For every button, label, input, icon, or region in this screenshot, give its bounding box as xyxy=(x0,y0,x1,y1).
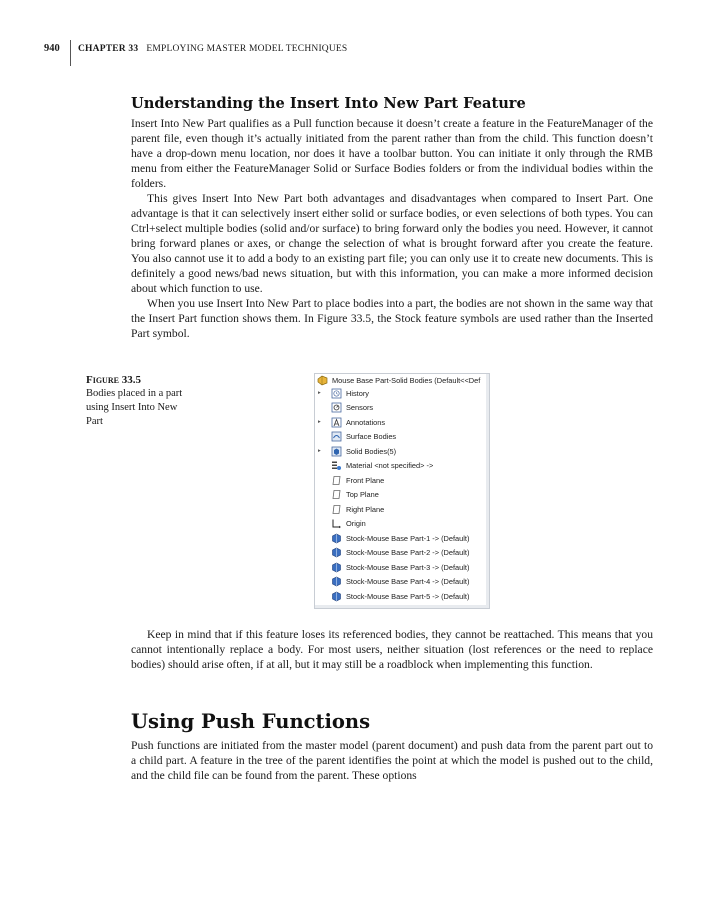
tree-root[interactable] xyxy=(315,374,489,386)
stock-icon xyxy=(331,591,342,602)
header-divider xyxy=(70,40,71,66)
tree-items xyxy=(315,386,489,604)
tree-item-label: Stock-Mouse Base Part-3 -> (Default) xyxy=(346,562,470,572)
tree-item-label: Right Plane xyxy=(346,504,385,514)
tree-item-label: Sensors xyxy=(346,403,374,413)
tree-item[interactable] xyxy=(315,502,489,517)
material-icon xyxy=(331,460,342,471)
stock-icon xyxy=(331,562,342,573)
tree-item-label: Solid Bodies(5) xyxy=(346,446,397,456)
tree-item-label: Surface Bodies xyxy=(346,432,397,442)
section-insert-into-new-part xyxy=(131,95,653,341)
tree-item[interactable] xyxy=(315,386,489,401)
annotations-icon xyxy=(331,417,342,428)
chapter-title: EMPLOYING MASTER MODEL TECHNIQUES xyxy=(146,44,348,54)
plane-icon xyxy=(331,504,342,515)
body-paragraph: Keep in mind that if this feature loses its referenced bodies, they cannot be reattached. This means that you cannot intentionally replace a body. For most users, neither situation (lost references or the need to replace bodies) should arise often, if at all, but it may still be a roadblock when implementing this function. xyxy=(131,628,653,671)
solid-bodies-icon xyxy=(331,446,342,457)
tree-item[interactable] xyxy=(315,415,489,430)
running-header xyxy=(44,40,347,66)
stock-icon xyxy=(331,547,342,558)
body-paragraph: Insert Into New Part qualifies as a Pull function because it doesn’t create a feature in the FeatureManager of the parent file, even though it’s actually initiated from the parent rather than from the child. This function doesn’t have a drop-down menu location, nor does it have a toolbar button. You can initiate it only through the RMB menu from either the FeatureManager Solid or Surface Bodies folders or from the individual bodies within the folders. xyxy=(131,117,653,190)
tree-item[interactable] xyxy=(315,589,489,604)
tree-item[interactable] xyxy=(315,531,489,546)
tree-item-label: Top Plane xyxy=(346,490,379,500)
tree-root-label: Mouse Base Part-Solid Bodies (Default<<Def xyxy=(332,375,481,385)
body-paragraph: When you use Insert Into New Part to place bodies into a part, the bodies are not shown in the same way that the Insert Part function shows them. In Figure 33.5, the Stock feature symbols are used rather than the Inserted Part symbol. xyxy=(131,297,653,340)
tree-item[interactable] xyxy=(315,444,489,459)
chapter-heading xyxy=(78,44,347,54)
feature-manager-tree xyxy=(314,373,490,609)
expand-arrow-icon[interactable]: ▸ xyxy=(318,419,321,426)
page-number: 940 xyxy=(44,43,60,54)
tree-item[interactable] xyxy=(315,401,489,416)
section-heading: Using Push Functions xyxy=(131,710,371,733)
figure-caption-text: Bodies placed in a part using Insert Into New Part xyxy=(86,388,183,427)
tree-item[interactable] xyxy=(315,430,489,445)
expand-arrow-icon[interactable]: ▸ xyxy=(318,390,321,397)
tree-item-label: Stock-Mouse Base Part-1 -> (Default) xyxy=(346,533,470,543)
section-heading: Understanding the Insert Into New Part Feature xyxy=(131,95,526,112)
figure-label: Figure 33.5 xyxy=(86,374,141,386)
tree-item-label: Front Plane xyxy=(346,475,385,485)
body-paragraph: This gives Insert Into New Part both advantages and disadvantages when compared to Insert Part. One advantage is that it can selectively insert either solid or surface bodies, or even selections of both types. You can Ctrl+select multiple bodies (solid and/or surface) to bring forward only the bodies you need. However, it cannot bring forward planes or axes, or change the selection of what is brought forward after you create the feature. You also cannot use it to add a body to an existing part file; you can only use it to create new documents. This is definitely a good news/bad news situation, but with this information, you can make a more informed decision about which function to use. xyxy=(131,192,653,295)
stock-icon xyxy=(331,576,342,587)
tree-item-label: Stock-Mouse Base Part-2 -> (Default) xyxy=(346,548,470,558)
tree-item-label: Stock-Mouse Base Part-4 -> (Default) xyxy=(346,577,470,587)
sensors-icon xyxy=(331,402,342,413)
section-push-functions xyxy=(131,710,653,783)
tree-item-label: Material <not specified> -> xyxy=(346,461,434,471)
tree-item-label: History xyxy=(346,388,369,398)
tree-item[interactable] xyxy=(315,459,489,474)
tree-item[interactable] xyxy=(315,560,489,575)
surface-bodies-icon xyxy=(331,431,342,442)
tree-item[interactable] xyxy=(315,488,489,503)
stock-icon xyxy=(331,533,342,544)
tree-item[interactable] xyxy=(315,517,489,532)
section-after-figure xyxy=(131,627,653,672)
history-icon xyxy=(331,388,342,399)
chapter-label: CHAPTER 33 xyxy=(78,44,139,54)
vertical-scrollbar[interactable] xyxy=(486,374,489,608)
tree-item[interactable] xyxy=(315,575,489,590)
figure-caption xyxy=(86,373,196,429)
tree-item-label: Stock-Mouse Base Part-5 -> (Default) xyxy=(346,591,470,601)
plane-icon xyxy=(331,475,342,486)
origin-icon xyxy=(331,518,342,529)
part-icon xyxy=(317,375,328,386)
tree-item-label: Annotations xyxy=(346,417,386,427)
tree-item[interactable] xyxy=(315,473,489,488)
tree-item-label: Origin xyxy=(346,519,366,529)
plane-icon xyxy=(331,489,342,500)
tree-item[interactable] xyxy=(315,546,489,561)
body-paragraph: Push functions are initiated from the master model (parent document) and push data from the parent part out to a child part. A feature in the tree of the parent identifies the point at which the model is pushed out to the child, and the child file can be found from the parent. These options xyxy=(131,739,653,782)
expand-arrow-icon[interactable]: ▸ xyxy=(318,448,321,455)
horizontal-scrollbar[interactable] xyxy=(315,605,489,608)
